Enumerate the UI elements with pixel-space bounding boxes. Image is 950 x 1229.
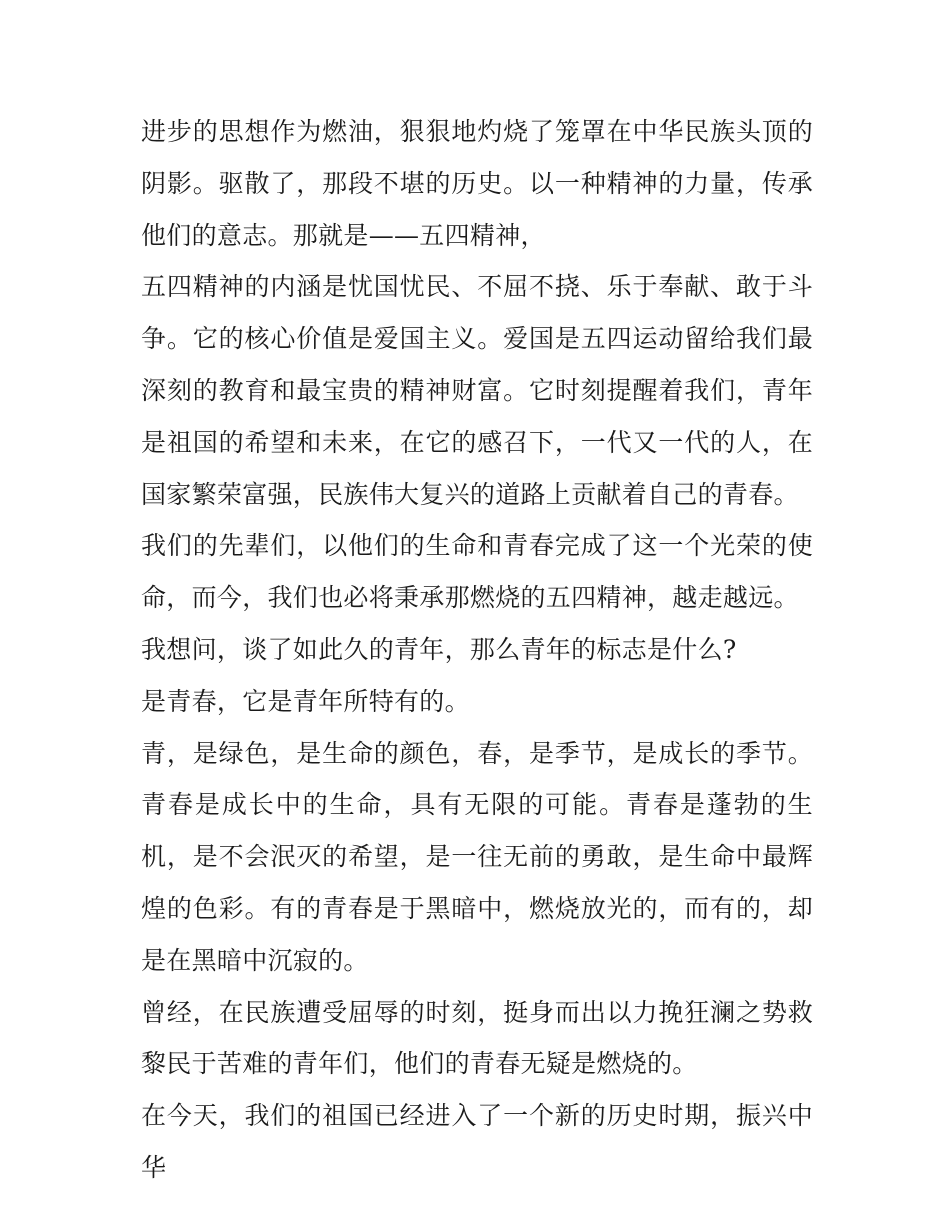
paragraph: 我想问，谈了如此久的青年，那么青年的标志是什么? xyxy=(141,634,737,664)
paragraph: 是青春，它是青年所特有的。 xyxy=(141,686,470,716)
paragraph: 我们的先辈们，以他们的生命和青春完成了这一个光荣的使命，而今，我们也必将秉承那燃烧的五四精神，越走越远。 xyxy=(141,531,813,613)
paragraph: 曾经，在民族遭受屈辱的时刻，挺身而出以力挽狂澜之势救黎民于苦难的青年们，他们的青春无疑是燃烧的。 xyxy=(141,997,813,1079)
document-body xyxy=(141,106,813,1194)
paragraph: 在今天，我们的祖国已经进入了一个新的历史时期，振兴中华 xyxy=(141,1101,813,1182)
paragraph: 青，是绿色，是生命的颜色，春，是季节，是成长的季节。青春是成长中的生命，具有无限的可能。青春是蓬勃的生机，是不会泯灭的希望，是一往无前的勇敢，是生命中最辉煌的色彩。有的青春是于黑暗中，燃烧放光的，而有的，却是在黑暗中沉寂的。 xyxy=(141,738,813,975)
paragraph: 进步的思想作为燃油，狠狠地灼烧了笼罩在中华民族头顶的阴影。驱散了，那段不堪的历史。以一种精神的力量，传承他们的意志。那就是——五四精神， xyxy=(141,117,813,250)
paragraph: 五四精神的内涵是忧国忧民、不屈不挠、乐于奉献、敢于斗争。它的核心价值是爱国主义。爱国是五四运动留给我们最深刻的教育和最宝贵的精神财富。它时刻提醒着我们，青年是祖国的希望和未来，在它的感召下，一代又一代的人，在国家繁荣富强，民族伟大复兴的道路上贡献着自己的青春。 xyxy=(141,272,813,509)
